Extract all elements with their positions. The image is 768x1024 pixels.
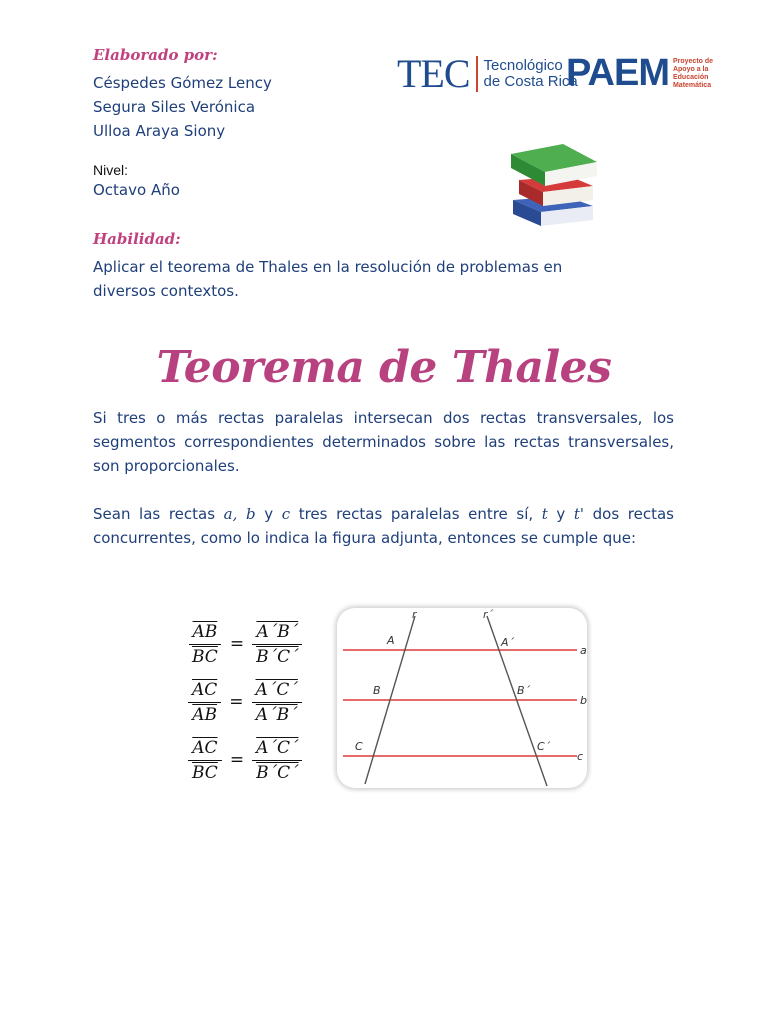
tec-logo-divider — [476, 56, 478, 92]
thales-figure-svg — [337, 608, 587, 788]
paem-logo — [566, 52, 713, 95]
paem-logo-text: PAEM — [566, 52, 669, 94]
level-value: Octavo Año — [93, 181, 180, 199]
eq1-right-den: B´C´ — [256, 646, 299, 667]
level-label: Nivel: — [93, 162, 129, 178]
page-title: Teorema de Thales — [156, 342, 612, 393]
paem-sub-4: Matemática — [672, 81, 712, 89]
skill-heading: Habilidad: — [93, 230, 181, 248]
skill-text: Aplicar el teorema de Thales en la resolución de problemas en diversos contextos. — [93, 258, 563, 300]
eq1-left-den: BC — [192, 646, 218, 667]
eq3-right-den: B´C´ — [256, 762, 299, 783]
var-a: a — [223, 505, 233, 523]
eq3-right-num: A´C´ — [252, 738, 302, 761]
author-1: Céspedes Gómez Lency — [93, 74, 272, 92]
eq1-equals: = — [229, 634, 245, 654]
tec-logo — [397, 50, 578, 97]
tec-logo-line1: Tecnológico — [483, 56, 563, 74]
author-2: Segura Siles Verónica — [93, 98, 256, 116]
eq1-left-num: $\overline{AB}$ — [189, 622, 222, 645]
label-r: r — [412, 608, 417, 621]
label-a: a — [580, 644, 587, 657]
paragraph2-line2: concurrentes, como lo indica la figura adjunta, entonces se cumple que: — [93, 529, 637, 547]
eq3-left-den: BC — [192, 762, 218, 783]
label-Cprime: C´ — [537, 740, 551, 753]
var-b: b — [245, 505, 256, 523]
paem-sub-1: Proyecto de — [672, 57, 714, 65]
paem-sub-3: Educación — [672, 73, 709, 81]
p2-end: dos rectas — [592, 505, 674, 523]
label-Bprime: B´ — [517, 684, 531, 697]
eq3-equals: = — [229, 750, 245, 770]
paem-sub-2: Apoyo a la — [672, 65, 709, 73]
books-illustration — [505, 140, 600, 232]
eq2-right-num: A´C´ — [252, 680, 302, 703]
theorem-statement: Si tres o más rectas paralelas intersecan dos rectas transversales, los segmentos correspondientes determinados sobre las rectas transversales, son proporcionales. — [93, 409, 674, 475]
var-c: c — [281, 505, 291, 523]
var-tprime: t' — [573, 505, 585, 523]
label-B: B — [373, 684, 381, 697]
tec-logo-line2: de Costa Rica — [483, 72, 578, 90]
eq3-left-num: $\overline{AC}$ — [188, 738, 221, 761]
transversal-rprime — [487, 616, 547, 786]
credits-heading: Elaborado por: — [93, 46, 218, 64]
p2-y1: y — [264, 505, 274, 523]
eq1-right-num: A´B´ — [252, 622, 302, 645]
label-C: C — [355, 740, 363, 753]
thales-figure — [337, 608, 587, 788]
tec-logo-text: TEC — [397, 51, 470, 96]
label-b: b — [580, 694, 587, 707]
p2-y2: y — [556, 505, 566, 523]
p2-mid: tres rectas paralelas entre sí, — [298, 505, 534, 523]
eq2-equals: = — [229, 692, 244, 712]
label-Aprime: A´ — [501, 636, 515, 649]
eq2-left-den: AB — [192, 704, 218, 725]
equation-1 — [188, 615, 303, 673]
label-rprime: r´ — [483, 608, 494, 621]
eq2-left-num: $\overline{AC}$ — [188, 680, 221, 703]
label-c: c — [577, 750, 584, 763]
proportion-equations — [188, 615, 303, 789]
equation-2 — [188, 673, 303, 731]
label-A: A — [387, 634, 395, 647]
eq2-right-den: A´B´ — [255, 704, 298, 725]
equation-3 — [188, 731, 303, 789]
var-t: t — [541, 505, 548, 523]
author-3: Ulloa Araya Siony — [93, 122, 226, 140]
paragraph2-line1: Sean las rectas a, b y c tres rectas paralelas entre sí, t y t' dos rectas — [93, 505, 674, 523]
p2-start: Sean las rectas — [93, 505, 216, 523]
